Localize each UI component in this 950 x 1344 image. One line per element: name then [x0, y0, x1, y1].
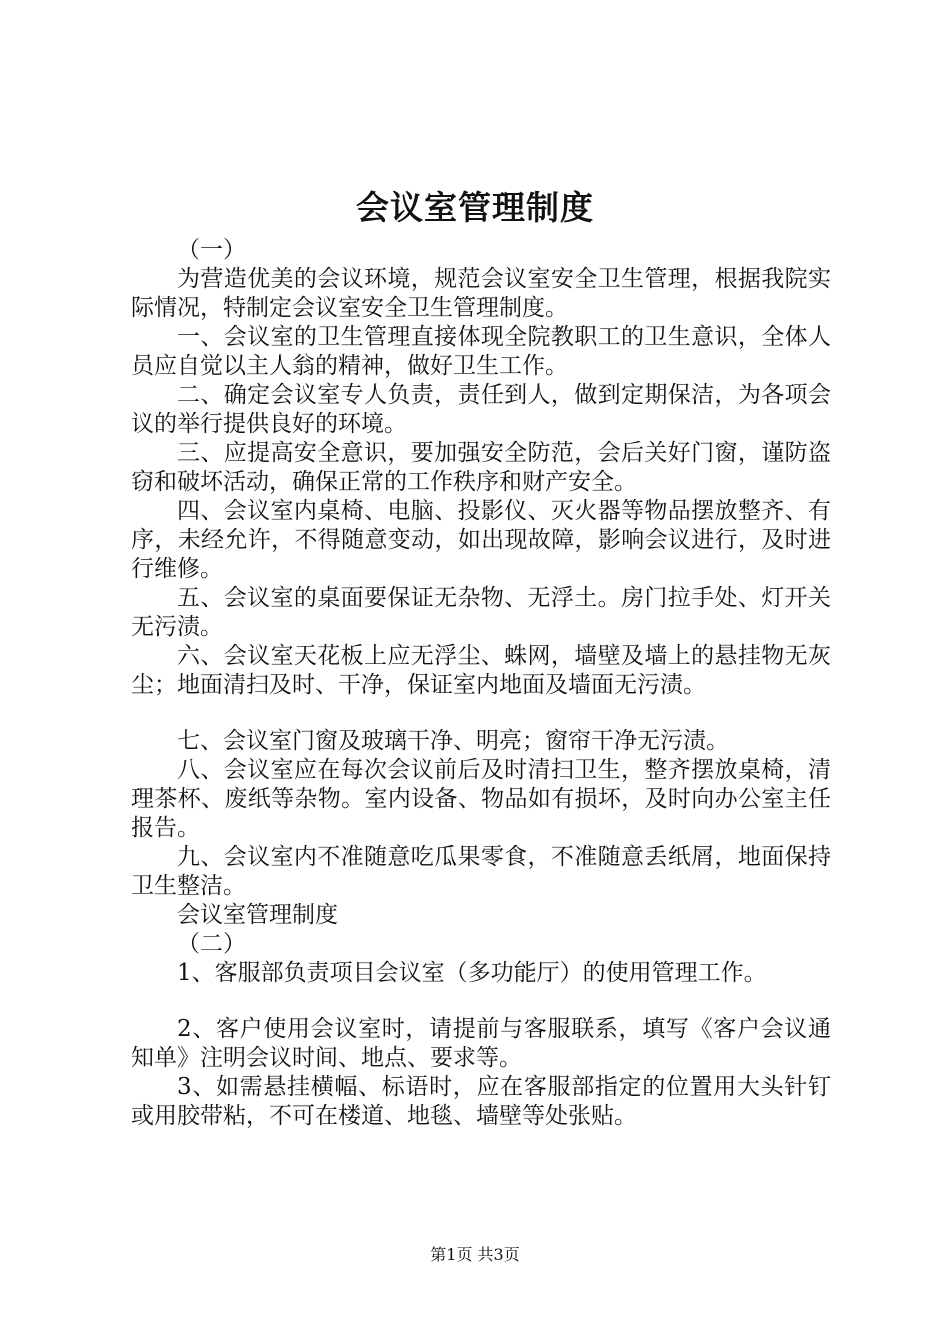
item-3-paragraph: 3、如需悬挂横幅、标语时，应在客服部指定的位置用大头针钉或用胶带粘，不可在楼道、地毯、墙壁等处张贴。: [131, 1074, 831, 1129]
section-label-two: （二）: [177, 931, 246, 957]
rule-8-paragraph: 八、会议室应在每次会议前后及时清扫卫生，整齐摆放桌椅，清理茶杯、废纸等杂物。室内设备、物品如有损坏，及时向办公室主任报告。: [131, 757, 831, 841]
rule-9-paragraph: 九、会议室内不准随意吃瓜果零食，不准随意丢纸屑，地面保持卫生整洁。: [131, 844, 831, 899]
rule-7-paragraph: 七、会议室门窗及玻璃干净、明亮；窗帘干净无污渍。: [177, 728, 729, 754]
document-title: 会议室管理制度: [356, 188, 594, 227]
rule-3-paragraph: 三、应提高安全意识，要加强安全防范，会后关好门窗，谨防盗窃和破坏活动，确保正常的工作秩序和财产安全。: [131, 440, 831, 495]
item-2-paragraph: 2、客户使用会议室时，请提前与客服联系，填写《客户会议通知单》注明会议时间、地点、要求等。: [131, 1016, 831, 1071]
intro-paragraph: 为营造优美的会议环境，规范会议室安全卫生管理，根据我院实际情况，特制定会议室安全卫生管理制度。: [131, 266, 831, 321]
item-1-paragraph: 1、客服部负责项目会议室（多功能厅）的使用管理工作。: [177, 960, 767, 986]
rule-5-paragraph: 五、会议室的桌面要保证无杂物、无浮土。房门拉手处、灯开关无污渍。: [131, 585, 831, 640]
rule-2-paragraph: 二、确定会议室专人负责，责任到人，做到定期保洁，为各项会议的举行提供良好的环境。: [131, 382, 831, 437]
page-footer: 第1页 共3页: [430, 1245, 520, 1264]
rule-6-paragraph: 六、会议室天花板上应无浮尘、蛛网，墙壁及墙上的悬挂物无灰尘；地面清扫及时、干净，保证室内地面及墙面无污渍。: [131, 643, 831, 698]
section-label-one: （一）: [177, 237, 246, 263]
document-body: [131, 236, 831, 1131]
rule-4-paragraph: 四、会议室内桌椅、电脑、投影仪、灭火器等物品摆放整齐、有序，未经允许，不得随意变动，如出现故障，影响会议进行，及时进行维修。: [131, 498, 831, 582]
rule-1-paragraph: 一、会议室的卫生管理直接体现全院教职工的卫生意识，全体人员应自觉以主人翁的精神，做好卫生工作。: [131, 324, 831, 379]
subheading-paragraph: 会议室管理制度: [177, 902, 338, 928]
